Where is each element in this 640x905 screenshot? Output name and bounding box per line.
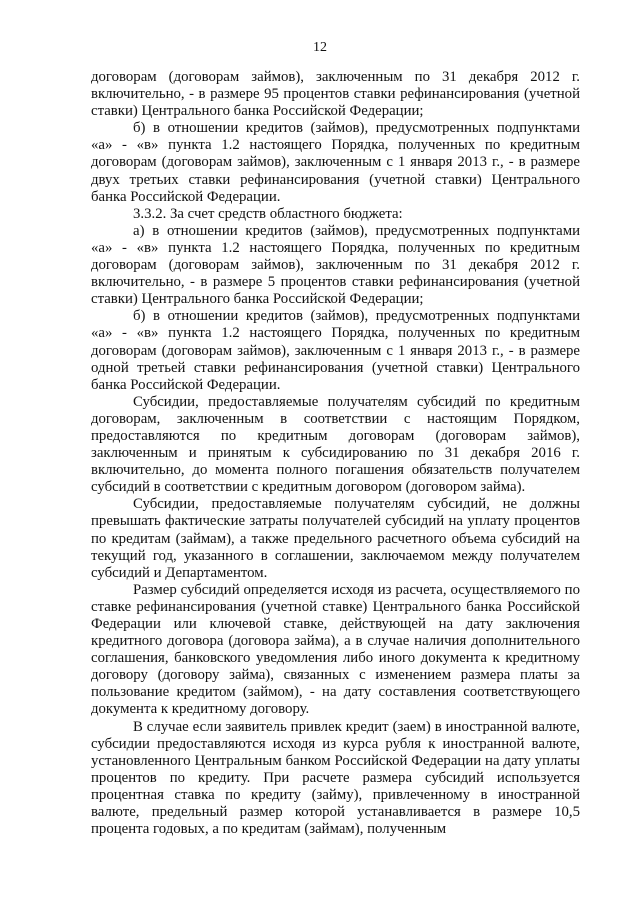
page-number: 12: [313, 40, 327, 55]
paragraph: договорам (договорам займов), заключенным по 31 декабря 2012 г. включительно, - в размере 95 процентов ставки рефинансирования (учетной ставки) Центрального банка Российской Федерации;: [91, 69, 580, 120]
paragraph: 3.3.2. За счет средств областного бюджета:: [133, 205, 403, 222]
paragraph: Размер субсидий определяется исходя из расчета, осуществляемого по ставке рефинансирования (учетной ставке) Центрального банка Российской Федерации или ключевой ставке, действующей на дату заключения кредитного договора (договора займа), а в случае наличия дополнительного соглашения, банковского уведомления либо иного документа к кредитному договору (договору займа), связанных с изменением размера платы за пользование кредитом (займом), - на дату составления соответствующего документа к кредитному договору.: [91, 581, 580, 718]
paragraph: б) в отношении кредитов (займов), предусмотренных подпунктами «а» - «в» пункта 1.2 настоящего Порядка, полученных по кредитным договорам (договорам займов), заключенным с 1 января 2013 г., - в размере двух третьих ставки рефинансирования (учетной ставки) Центрального банка Российской Федерации.: [91, 120, 580, 205]
document-body: [91, 69, 580, 838]
paragraph: В случае если заявитель привлек кредит (заем) в иностранной валюте, субсидии предоставляются исходя из курса рубля к иностранной валюте, установленного Центральным банком Российской Федерации на дату уплаты процентов по кредиту. При расчете размера субсидий используется процентная ставка по кредиту (займу), привлеченному в иностранной валюте, предельный размер которой устанавливается в размере 10,5 процента годовых, а по кредитам (займам), полученным: [91, 718, 580, 838]
paragraph: а) в отношении кредитов (займов), предусмотренных подпунктами «а» - «в» пункта 1.2 настоящего Порядка, полученных по кредитным договорам (договорам займов), заключенным по 31 декабря 2012 г. включительно, - в размере 5 процентов ставки рефинансирования (учетной ставки) Центрального банка Российской Федерации;: [91, 222, 580, 308]
paragraph: Субсидии, предоставляемые получателям субсидий по кредитным договорам, заключенным в соответствии с настоящим Порядком, предоставляются по кредитным договорам (договорам займов), заключенным и принятым к субсидированию по 31 декабря 2016 г. включительно, до момента полного погашения обязательств получателем субсидий в соответствии с кредитным договором (договором займа).: [91, 393, 580, 496]
paragraph: Субсидии, предоставляемые получателям субсидий, не должны превышать фактические затраты получателей субсидий на уплату процентов по кредитам (займам), а также предельного расчетного объема субсидий на текущий год, указанного в соглашении, заключаемом между получателем субсидий и Департаментом.: [91, 496, 580, 581]
paragraph: б) в отношении кредитов (займов), предусмотренных подпунктами «а» - «в» пункта 1.2 настоящего Порядка, полученных по кредитным договорам (договорам займов), заключенным с 1 января 2013 г., - в размере одной третьей ставки рефинансирования (учетной ставки) Центрального банка Российской Федерации.: [91, 308, 580, 393]
